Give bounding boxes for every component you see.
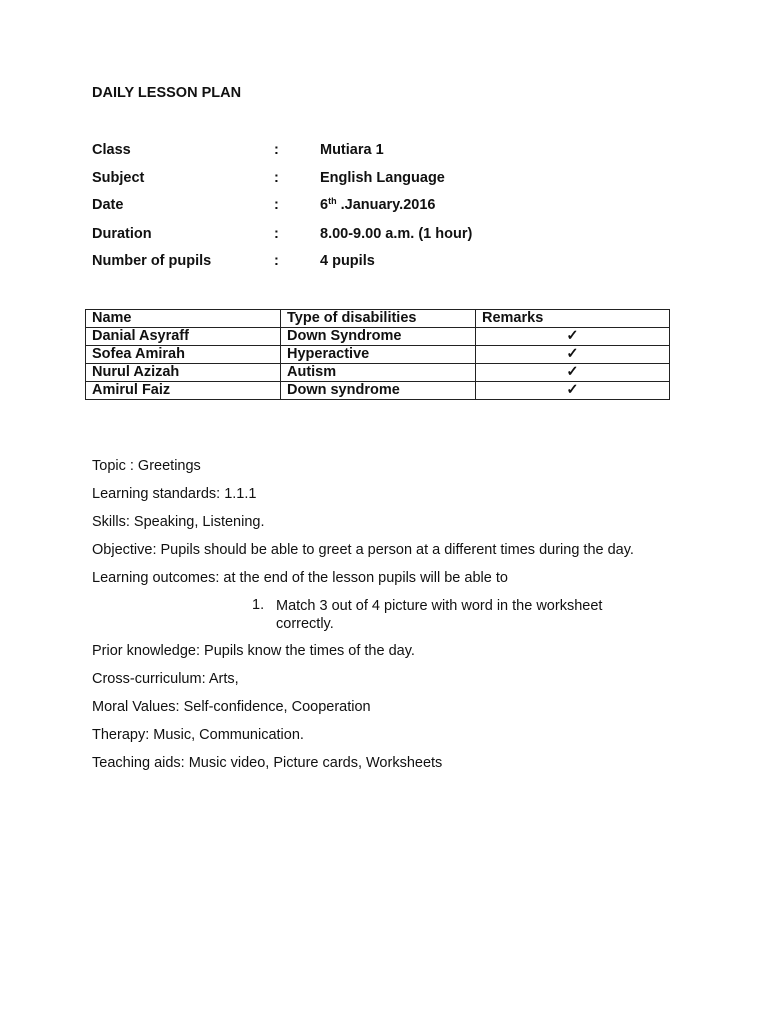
pupil-name: Danial Asyraff bbox=[86, 328, 281, 346]
outcome-number: 1. bbox=[252, 597, 265, 613]
date-day: 6 bbox=[320, 197, 329, 213]
page-title: DAILY LESSON PLAN bbox=[92, 85, 242, 101]
info-colon: : bbox=[274, 142, 279, 158]
info-colon: : bbox=[274, 197, 279, 213]
info-colon: : bbox=[274, 170, 279, 186]
check-icon: ✓ bbox=[476, 364, 670, 382]
outcomes-line: Learning outcomes: at the end of the lesson pupils will be able to bbox=[92, 570, 508, 586]
info-label: Duration bbox=[92, 226, 152, 242]
outcome-text: Match 3 out of 4 picture with word in the worksheet correctly. bbox=[276, 598, 603, 632]
check-icon: ✓ bbox=[476, 382, 670, 400]
info-row-date bbox=[92, 197, 652, 217]
info-row-pupils bbox=[92, 253, 652, 273]
info-value: 8.00-9.00 a.m. (1 hour) bbox=[320, 226, 473, 242]
teaching-aids-line: Teaching aids: Music video, Picture cards, Worksheets bbox=[92, 755, 443, 771]
info-label: Class bbox=[92, 142, 131, 158]
topic-line: Topic : Greetings bbox=[92, 458, 201, 474]
check-icon: ✓ bbox=[476, 328, 670, 346]
table-row bbox=[86, 364, 670, 382]
check-icon: ✓ bbox=[476, 346, 670, 364]
table-header-row bbox=[86, 310, 670, 328]
table-header: Name bbox=[86, 310, 281, 328]
pupils-table bbox=[85, 309, 670, 400]
date-ordinal: th bbox=[328, 196, 337, 206]
table-header: Type of disabilities bbox=[281, 310, 476, 328]
table-row bbox=[86, 382, 670, 400]
info-label: Subject bbox=[92, 170, 145, 186]
pupil-name: Nurul Azizah bbox=[86, 364, 281, 382]
info-colon: : bbox=[274, 253, 279, 269]
info-label: Number of pupils bbox=[92, 253, 212, 269]
prior-knowledge-line: Prior knowledge: Pupils know the times of the day. bbox=[92, 643, 415, 659]
pupil-name: Amirul Faiz bbox=[86, 382, 281, 400]
info-value: Mutiara 1 bbox=[320, 142, 384, 158]
pupil-disability: Down syndrome bbox=[281, 382, 476, 400]
info-row-subject bbox=[92, 170, 652, 190]
table-row bbox=[86, 328, 670, 346]
table-header: Remarks bbox=[476, 310, 670, 328]
therapy-line: Therapy: Music, Communication. bbox=[92, 727, 304, 743]
pupil-disability: Hyperactive bbox=[281, 346, 476, 364]
info-value bbox=[320, 197, 435, 213]
info-value: English Language bbox=[320, 170, 445, 186]
table-row bbox=[86, 346, 670, 364]
pupil-disability: Autism bbox=[281, 364, 476, 382]
pupil-name: Sofea Amirah bbox=[86, 346, 281, 364]
pupil-disability: Down Syndrome bbox=[281, 328, 476, 346]
date-rest: .January.2016 bbox=[336, 197, 436, 213]
info-row-class bbox=[92, 142, 652, 162]
info-row-duration bbox=[92, 226, 652, 246]
cross-curriculum-line: Cross-curriculum: Arts, bbox=[92, 671, 239, 687]
learning-standards-line: Learning standards: 1.1.1 bbox=[92, 486, 257, 502]
moral-values-line: Moral Values: Self-confidence, Cooperation bbox=[92, 699, 371, 715]
info-value: 4 pupils bbox=[320, 253, 375, 269]
info-label: Date bbox=[92, 197, 124, 213]
info-colon: : bbox=[274, 226, 279, 242]
objective-line: Objective: Pupils should be able to greet a person at a different times during the day. bbox=[92, 542, 634, 558]
skills-line: Skills: Speaking, Listening. bbox=[92, 514, 265, 530]
